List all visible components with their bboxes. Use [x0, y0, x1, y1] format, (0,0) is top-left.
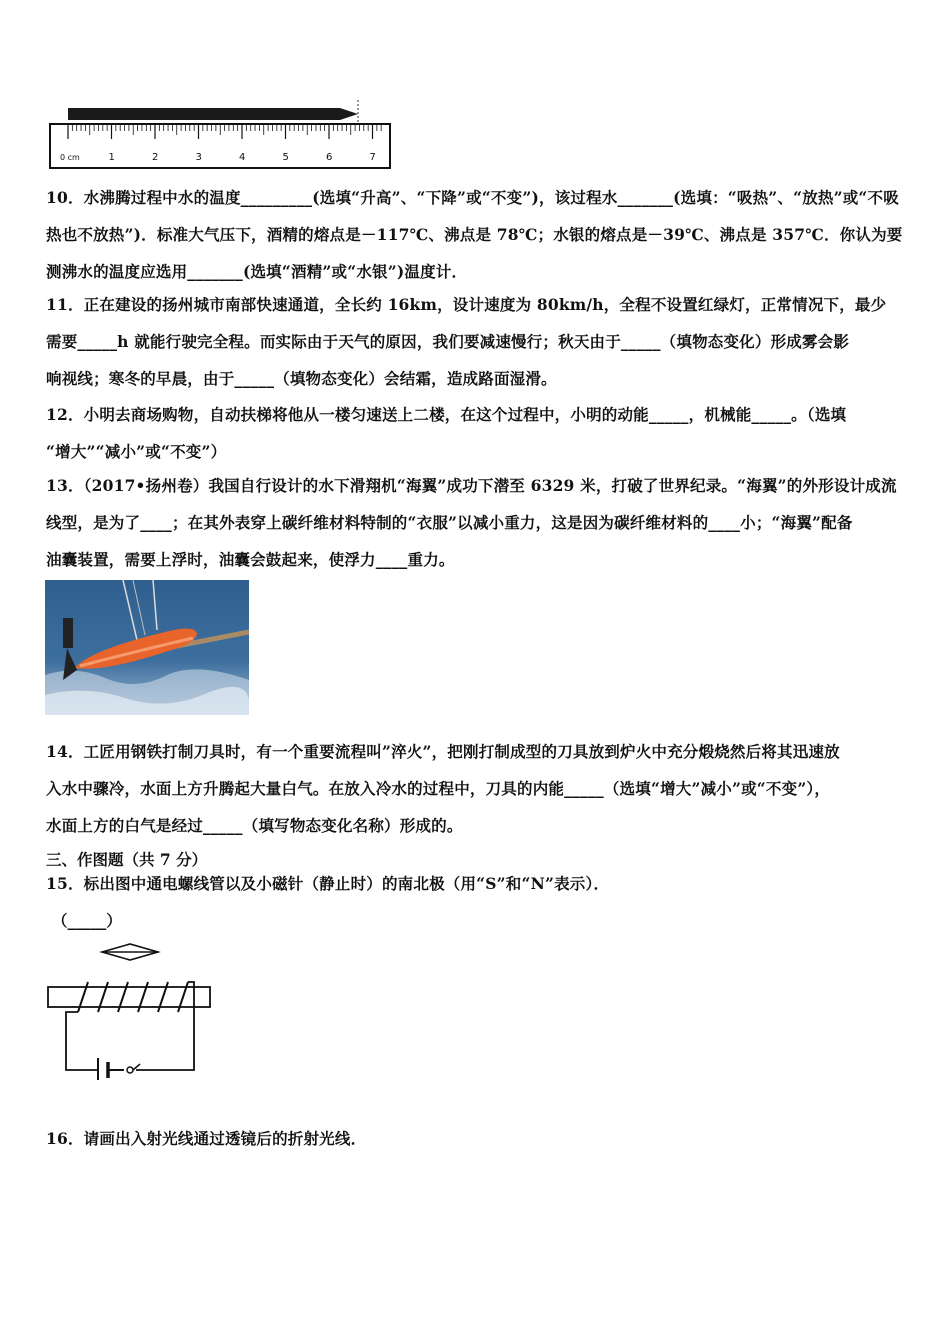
switch-lever: [133, 1064, 140, 1070]
question-11-line: 响视线；寒冬的早晨，由于_____（填物态变化）会结霜，造成路面湿滑。: [46, 369, 557, 388]
question-13-line: 线型，是为了____；在其外表穿上碳纤维材料特制的“衣服”以减小重力，这是因为碳纤维材料的____小；“海翼”配备: [46, 513, 853, 532]
ruler-tick-label: 4: [239, 152, 246, 163]
ruler-tick-label: 5: [282, 152, 289, 163]
question-11-line: 需要_____h 就能行驶完全程。而实际由于天气的原因，我们要减速慢行；秋天由于_____（填物态变化）形成雾会影: [46, 332, 850, 351]
question-14-line: 入水中骤冷，水面上方升腾起大量白气。在放入冷水的过程中，刀具的内能_____（选填“增大”减小”或“不变”），: [46, 779, 831, 798]
question-11: [46, 286, 908, 397]
ruler-tick-label: 6: [326, 152, 333, 163]
question-14-line: 14．工匠用钢铁打制刀具时，有一个重要流程叫”淬火”，把刚打制成型的刀具放到炉火中充分煅烧然后将其迅速放: [46, 742, 840, 761]
pen-body: [68, 108, 340, 120]
question-10: [46, 179, 908, 290]
switch-contact: [127, 1067, 133, 1073]
question-12: [46, 396, 908, 470]
ruler-tick-label: 1: [108, 152, 115, 163]
section-title: 三、作图题（共 7 分）: [46, 850, 208, 869]
question-13-line: 13．（2017•扬州卷）我国自行设计的水下滑翔机“海翼”成功下潜至 6329 米，打破了世界纪录。“海翼”的外形设计成流: [46, 476, 897, 495]
question-15-text: 15．标出图中通电螺线管以及小磁针（静止时）的南北极（用“S”和“N”表示）．: [46, 874, 610, 893]
question-11-line: 11．正在建设的扬州城市南部快速通道，全长约 16km，设计速度为 80km/h，全程不设置红绿灯，正常情况下，最少: [46, 295, 887, 314]
solenoid-circuit-figure: [44, 940, 214, 1080]
ruler-figure: [46, 100, 398, 172]
ruler-tick-label: 7: [369, 152, 376, 163]
question-14: [46, 733, 908, 844]
question-16: [46, 1124, 908, 1154]
question-12-line: 12．小明去商场购物，自动扶梯将他从一楼匀速送上二楼，在这个过程中，小明的动能_____，机械能_____。（选填: [46, 405, 847, 424]
battery: [98, 1058, 124, 1080]
answer-blank: （_____）: [52, 911, 122, 930]
question-16-text: 16．请画出入射光线通过透镜后的折射光线．: [46, 1129, 367, 1148]
glider-photo-svg: [45, 580, 249, 715]
question-10-line: 测沸水的温度应选用_______(选填“酒精”或“水银”)温度计．: [46, 262, 468, 281]
ruler-unit-label: 0 cm: [60, 153, 80, 162]
question-14-line: 水面上方的白气是经过_____（填写物态变化名称）形成的。: [46, 816, 463, 835]
question-12-line: “增大”“减小”或“不变”）: [46, 442, 227, 461]
pen-tip: [340, 108, 358, 120]
question-13: [46, 467, 908, 578]
glider-photo: [45, 580, 249, 715]
ruler-tick-label: 2: [152, 152, 159, 163]
question-13-line: 油囊装置，需要上浮时，油囊会鼓起来，使浮力____重力。: [46, 550, 455, 569]
question-15: [46, 869, 908, 899]
ruler-tick-label: 3: [195, 152, 202, 163]
question-10-line: 10．水沸腾过程中水的温度_________(选填“升高”、“下降”或“不变”)，该过程水_______(选填：“吸热”、“放热”或“不吸: [46, 188, 899, 207]
glider-tail-fin: [63, 618, 73, 648]
question-10-line: 热也不放热”)．标准大气压下，酒精的熔点是－117℃、沸点是 78℃；水银的熔点是－39℃、沸点是 357℃．你认为要: [46, 225, 903, 244]
